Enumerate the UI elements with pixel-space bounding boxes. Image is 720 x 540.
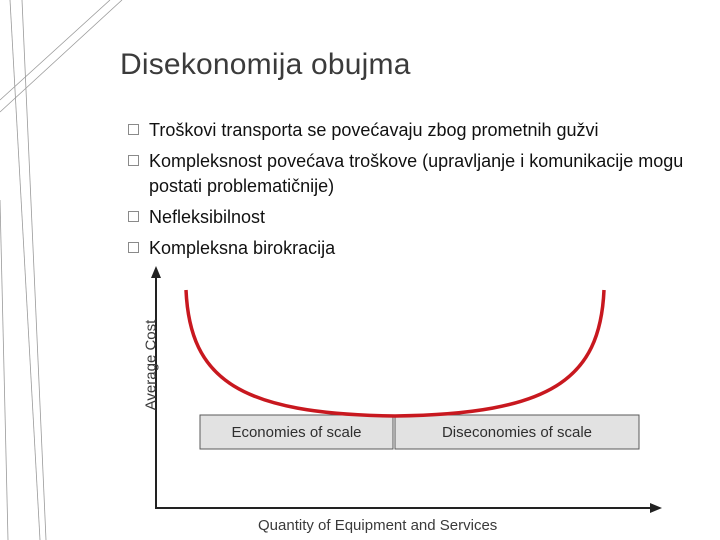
economies-label: Economies of scale (231, 423, 362, 441)
bullet-text: Nefleksibilnost (149, 207, 266, 227)
slide-title: Disekonomija obujma (120, 48, 411, 81)
bullet-item (128, 236, 708, 261)
bullet-text: Kompleksna birokracija (149, 238, 336, 258)
checkbox-square-icon (128, 242, 139, 253)
diseconomies-label: Diseconomies of scale (441, 423, 593, 441)
bullet-text: Kompleksnost povećava troškove (upravljanje i komunikacije mogu postati problematičnije) (149, 151, 684, 196)
y-axis-arrow-icon (151, 266, 161, 278)
y-axis-label-wrap (136, 280, 166, 450)
bullet-item (128, 118, 708, 143)
bullet-item (128, 205, 708, 230)
checkbox-square-icon (128, 124, 139, 135)
checkbox-square-icon (128, 211, 139, 222)
average-cost-curve (186, 290, 604, 416)
bullet-list (128, 118, 708, 261)
bullet-text: Troškovi transporta se povećavaju zbog prometnih gužvi (149, 120, 599, 140)
average-cost-diagram (130, 260, 670, 540)
y-axis-label: Average Cost (142, 319, 160, 411)
x-axis-arrow-icon (650, 503, 662, 513)
x-axis-label: Quantity of Equipment and Services (258, 517, 498, 534)
bullet-item (128, 149, 708, 199)
checkbox-square-icon (128, 155, 139, 166)
